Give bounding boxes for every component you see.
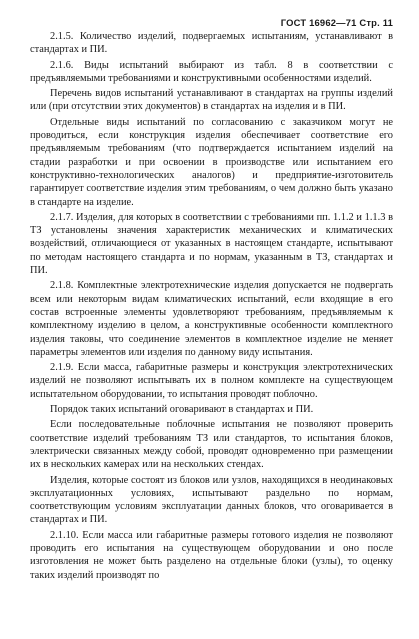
paragraph-block-order: Порядок таких испытаний оговаривают в стандартах и ПИ. xyxy=(50,404,314,416)
page-number: Стр. 11 xyxy=(359,17,393,28)
clause-2-1-9: 2.1.9. Если масса, габаритные размеры и конструкция электротехнических изделий не позволяют испытывать их в полном комплекте на существующем испытательном оборудовании, то испытания проводят поблочно. xyxy=(30,362,393,400)
standard-number: ГОСТ 16962—71 xyxy=(280,17,357,28)
clause-2-1-8: 2.1.8. Комплектные электротехнические изделия допускается не подвергать всем или некоторым видам климатических испытаний, если входящие в его состав встроенные элементы удовлетворяют требованиям, предъявляемым к комплектному изделию в целом, а конструктивные особенности комплектного изделия таковы, что соединение элементов в комплектное изделие не меняет параметры элементов или изделия по данному виду испытания. xyxy=(30,280,393,358)
clause-2-1-5: 2.1.5. Количество изделий, подвергаемых испытаниям, устанавливают в стандартах и ПИ. xyxy=(30,31,393,56)
clause-2-1-7: 2.1.7. Изделия, для которых в соответствии с требованиями пп. 1.1.2 и 1.1.3 в ТЗ установлены значения характеристик механических и климатических воздействий, отличающиеся от указанных в настоящем стандарте, испытывают по методам настоящего стандарта и по нормам, указанным в ТЗ, стандартах и ПИ. xyxy=(30,211,393,277)
clause-2-1-6: 2.1.6. Виды испытаний выбирают из табл. 8 в соответствии с предъявляемыми требованиями и конструктивными особенностями изделий. xyxy=(30,59,393,84)
paragraph-test-list: Перечень видов испытаний устанавливают в стандартах на группы изделий или (при отсутствии этих документов) в стандартах на изделия и в ПИ. xyxy=(30,88,393,113)
paragraph-sequential-tests: Если последовательные поблочные испытания не позволяют проверить соответствие изделий требованиям ТЗ или стандартов, то испытания блоков, электрически связанных между собой, проводят одновременно при размещении их в нескольких камерах или на нескольких стендах. xyxy=(30,419,393,471)
paragraph-separate-tests: Изделия, которые состоят из блоков или узлов, находящихся в неодинаковых эксплуатационных условиях, испытывают раздельно по нормам, соответствующим условиям эксплуатации данных блоков, что оговаривается в стандартах и ПИ. xyxy=(30,474,393,526)
paragraph-exemptions: Отдельные виды испытаний по согласованию с заказчиком могут не проводиться, если конструкция изделия обеспечивает соответствие его предъявляемым требованиям (что подтверждается испытанием изделий на стадии разработки и при освоении в производстве или испытанием его конструктивно-технологических аналогов) и предприятие-изготовитель гарантирует соответствие изделия этим требованиям, о чем должно быть указано в стандарте на изделие. xyxy=(30,116,393,208)
page-header xyxy=(281,16,393,29)
clause-2-1-10: 2.1.10. Если масса или габаритные размеры готового изделия не позволяют проводить его испытания на существующем оборудовании и оно после изготовления не может быть разделено на отдельные блоки (узлы), то оценку таких изделий производят по xyxy=(30,529,393,581)
